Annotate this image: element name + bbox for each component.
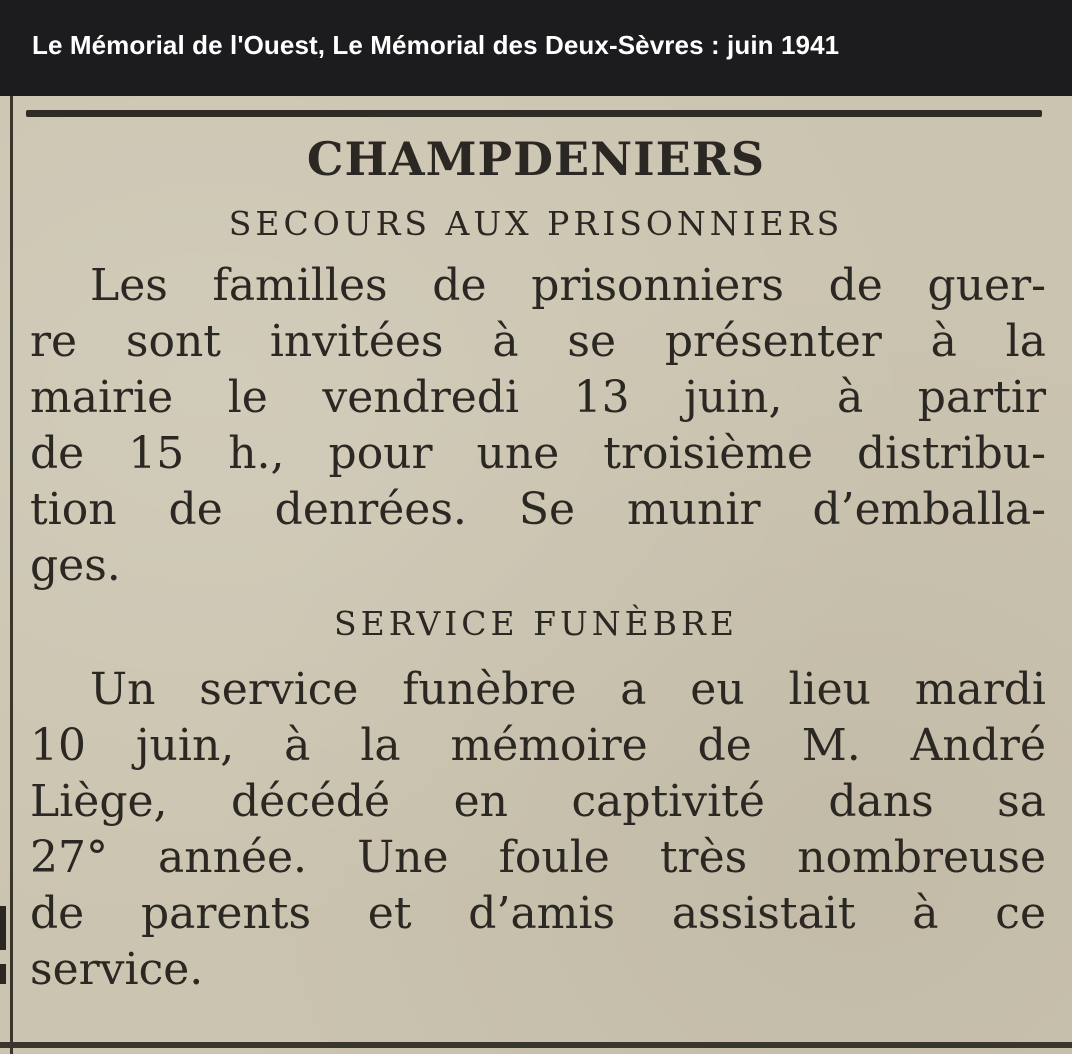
- text-line: mairie le vendredi 13 juin, à partir: [30, 372, 1046, 423]
- section-heading-funeral: SERVICE FUNÈBRE: [334, 604, 738, 643]
- margin-mark: [0, 964, 6, 984]
- margin-mark: [0, 906, 6, 950]
- section-body-prisoners: [30, 258, 1046, 594]
- text-line: 10 juin, à la mémoire de M. André: [30, 720, 1046, 771]
- text-line: service.: [30, 944, 204, 995]
- text-line: re sont invitées à se présenter à la: [30, 316, 1046, 367]
- section-heading-prisoners: SECOURS AUX PRISONNIERS: [228, 204, 844, 243]
- article-town-heading: CHAMPDENIERS: [306, 132, 766, 186]
- text-line: Liège, décédé en captivité dans sa: [30, 776, 1046, 827]
- text-line: Les familles de prisonniers de guer-: [90, 260, 1046, 311]
- text-line: Un service funèbre a eu lieu mardi: [90, 664, 1046, 715]
- title-bar: [0, 0, 1072, 96]
- text-line: de parents et d’amis assistait à ce: [30, 888, 1046, 939]
- text-line: ges.: [30, 540, 121, 591]
- text-line: de 15 h., pour une troisième distribu-: [30, 428, 1046, 479]
- newspaper-clipping: [0, 96, 1072, 1054]
- column-rule-top: [26, 110, 1042, 117]
- text-line: 27° année. Une foule très nombreuse: [30, 832, 1046, 883]
- section-body-funeral: [30, 662, 1046, 998]
- text-line: tion de denrées. Se munir d’emballa-: [30, 484, 1046, 535]
- document-title: Le Mémorial de l'Ouest, Le Mémorial des Deux-Sèvres : juin 1941: [32, 30, 840, 60]
- column-rule-bottom: [0, 1042, 1072, 1048]
